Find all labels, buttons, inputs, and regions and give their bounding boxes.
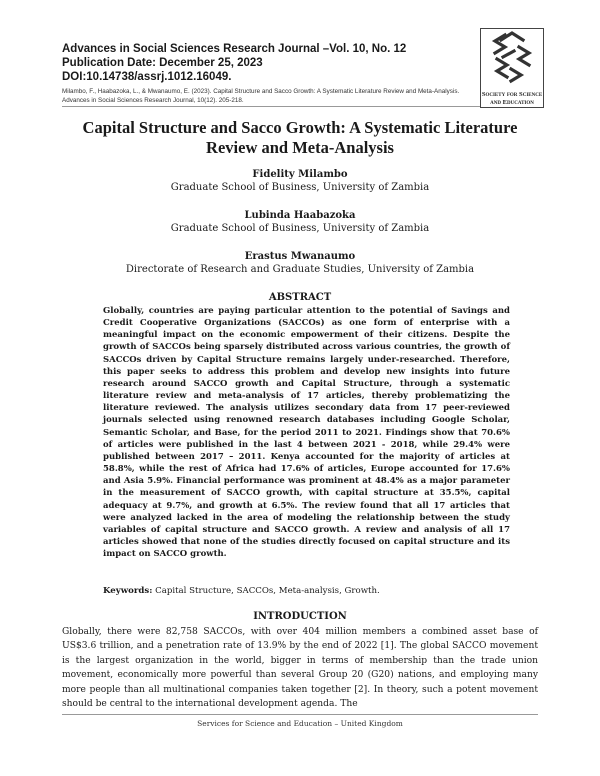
abstract-text: Globally, countries are paying particular attention to the potential of Savings and Credit Cooperative Organizations (SACCOs) as one form of enterprise with a meaningful impact on the economic empowerment of their citizens. Despite the growth of SACCOs being sparsely distributed across various countries, the growth of SACCOs driven by Capital Structure remains largely under-researched. Therefore, this paper seeks to address this problem and develop new insights into future research around SACCO growth and Capital Structure, through a systematic literature review and meta-analysis of 17 articles, thereby problematizing the literature reviewed. The analysis utilizes secondary data from 17 peer-reviewed journals selected using renowned research databases including Google Scholar, Semantic Scholar, and Base, for the period 2011 to 2021. Findings show that 70.6% of articles were published in the last 4 between 2021 - 2018, while 29.4% were published between 2017 – 2011. Kenya accounted for the majority of articles at 58.8%, while the rest of Africa had 17.6% of articles, Europe accounted for 17.6% and Asia 5.9%. Financial performance was prominent at 48.4% as a major parameter in the measurement of SACCO growth, with capital structure at 35.5%, capital adequacy at 9.7%, and growth at 6.5%. The review found that all 17 articles that were analyzed lacked in the area of modeling the relationship between the study variables of capital structure and SACCO growth. A review and analysis of all 17 articles showed that none of the studies directly focused on capital structure and its impact on SACCO growth. <box>103 306 510 560</box>
paper-title: Capital Structure and Sacco Growth: A Systematic Literature Review and Meta-Analysis <box>82 118 518 157</box>
keywords <box>103 585 510 597</box>
author-name: Lubinda Haabazoka <box>244 210 356 221</box>
author-name: Erastus Mwanaumo <box>244 251 356 262</box>
doi[interactable]: DOI:10.14738/assrj.1012.16049. <box>62 71 232 83</box>
footer-divider <box>62 714 538 715</box>
author-affiliation: Directorate of Research and Graduate Studies, University of Zambia <box>125 264 475 275</box>
publication-date: Publication Date: December 25, 2023 <box>62 57 263 69</box>
logo-text-line1: Society for Science <box>481 91 543 98</box>
header-divider <box>62 106 538 107</box>
introduction-heading: INTRODUCTION <box>253 611 347 622</box>
society-logo <box>480 28 544 108</box>
logo-text-line2: and Education <box>490 98 534 106</box>
keywords-text: Capital Structure, SACCOs, Meta-analysis, Growth. <box>155 586 380 596</box>
author-affiliation: Graduate School of Business, University of Zambia <box>170 223 430 234</box>
sse-logo-icon <box>481 29 543 87</box>
author-block <box>62 209 538 235</box>
introduction-text: Globally, there were 82,758 SACCOs, with over 404 million members a combined asset base of US$3.6 trillion, and a penetration rate of 13.9% by the end of 2022 [1]. The global SACCO movement is the largest organization in the world, bigger in terms of membership than the trade union movement, economically more powerful than several Group 20 (G20) nations, and employing many more people than all multinational companies taken together [2]. In theory, such a potent movement should be central to the international development agenda. The <box>62 627 538 710</box>
author-block <box>62 250 538 276</box>
journal-header <box>62 42 482 84</box>
abstract-heading: ABSTRACT <box>268 292 332 303</box>
author-name: Fidelity Milambo <box>252 169 348 180</box>
journal-name: Advances in Social Sciences Research Journal –Vol. 10, No. 12 <box>62 43 407 55</box>
logo-caption <box>481 91 543 106</box>
page-footer: Services for Science and Education – United Kingdom <box>197 719 403 728</box>
keywords-label: Keywords: <box>103 586 153 596</box>
author-affiliation: Graduate School of Business, University of Zambia <box>170 182 430 193</box>
author-block <box>62 168 538 194</box>
citation: Milambo, F., Haabazoka, L., & Mwanaumo, E. (2023). Capital Structure and Sacco Growth: A Systematic Literature Review and Meta-Analysis. Advances in Social Sciences Research Journal, 10(12). 205-218. <box>62 88 460 104</box>
